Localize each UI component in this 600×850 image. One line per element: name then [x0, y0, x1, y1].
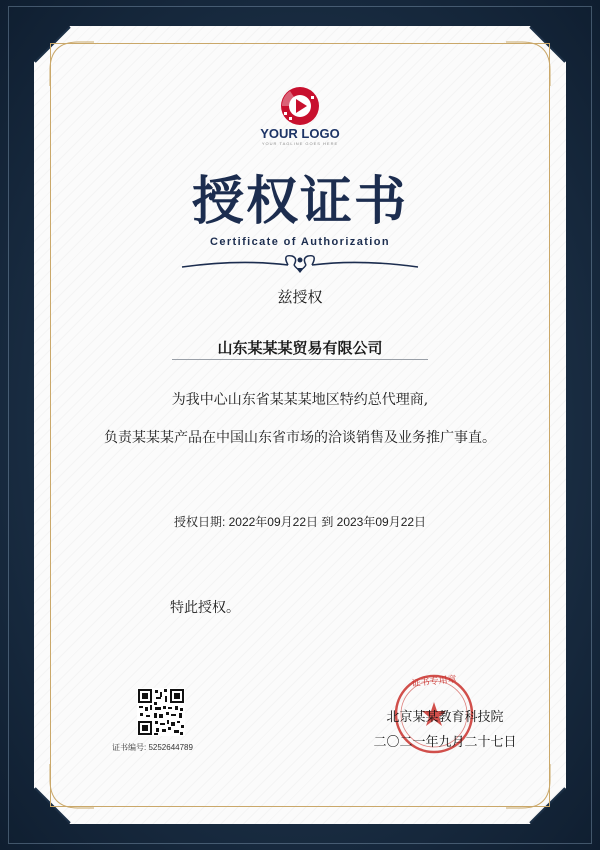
company-underline: [172, 359, 428, 360]
ornamental-divider-icon: [180, 250, 420, 278]
body-text-line-2: 负责某某某产品在中国山东省市场的洽谈销售及业务推广事直。: [104, 430, 496, 446]
certificate-title: 授权证书: [191, 171, 408, 232]
qr-code-icon: [137, 688, 185, 736]
greeting-text: 兹授权: [277, 288, 323, 306]
closing-text: 特此授权。: [170, 600, 240, 616]
logo-text: YOUR LOGO: [260, 126, 340, 141]
logo-tagline: YOUR TAGLINE GOES HERE: [261, 141, 339, 146]
body-text-line-1: 为我中心山东省某某某地区特约总代理商,: [171, 392, 429, 408]
seal-text: 证书专用章: [411, 674, 458, 690]
certificate-number: 证书编号: 5252644789: [112, 743, 193, 752]
issuer-name: 北京某某教育科技院: [386, 709, 504, 724]
certificate-subtitle: Certificate of Authorization: [210, 236, 390, 248]
issue-date: 二〇二一年九月二十七日: [373, 734, 517, 749]
authorization-date-range: 授权日期: 2022年09月22日 到 2023年09月22日: [173, 515, 427, 529]
company-name: 山东某某某贸易有限公司: [217, 339, 383, 357]
